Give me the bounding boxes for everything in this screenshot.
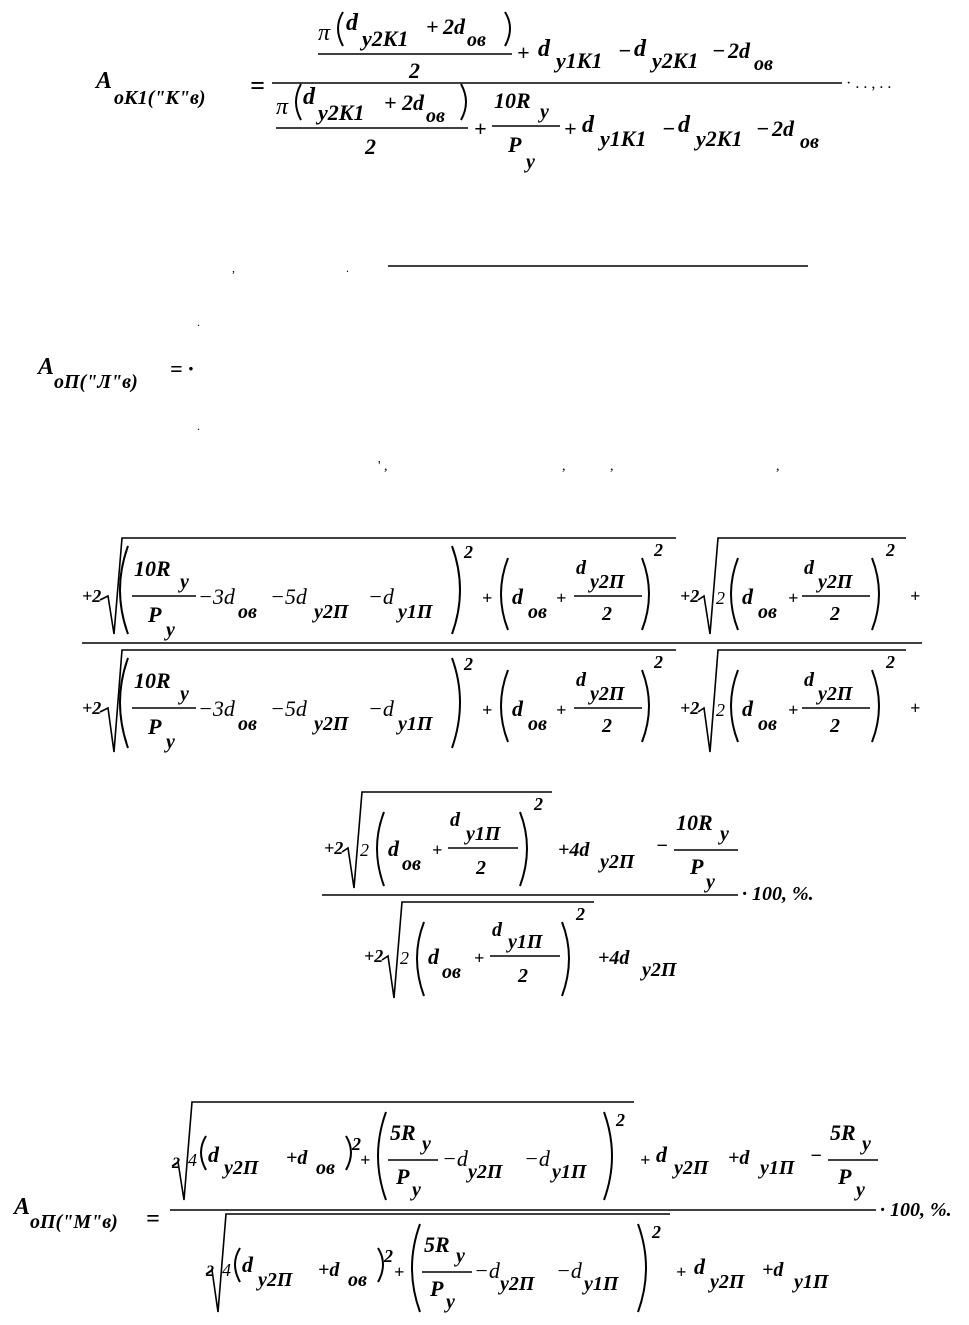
f1-lhs: A [96, 68, 113, 94]
f3-num-md2: −d [524, 1146, 550, 1171]
f2-num-plus-end: + [910, 586, 921, 606]
f2-den-10r: 10R [134, 668, 171, 693]
f1-den-sub-y2k1: y2K1 [318, 100, 365, 125]
f1-num-plus: + [426, 14, 439, 39]
f2-cont-num-paren-close [520, 812, 527, 886]
f1-num-sub-ov: ов [467, 29, 486, 51]
f3-den-d2: d [694, 1254, 705, 1279]
f2-den-frac2-two: 2 [830, 715, 840, 737]
f2-den-paren-open [120, 658, 128, 748]
f1-den-d: d [303, 84, 315, 110]
f3-num-minus: − [810, 1145, 823, 1167]
f2-den-paren2-open [501, 670, 508, 742]
f3-den-d: d [242, 1252, 253, 1277]
f2-den-dov2-sub: ов [758, 713, 777, 735]
f1-num-d3: d [634, 36, 646, 62]
f3-den-5r: 5R [424, 1232, 450, 1257]
f3-den-four: 4 [222, 1260, 231, 1280]
f1-den-pi: π [276, 94, 289, 120]
f2-num-d-frac2: d [804, 557, 814, 579]
f2-den-p: P [148, 714, 162, 739]
f3-den-plus-d2: +d [762, 1259, 784, 1281]
f2-num-d-frac2-sub: y2П [818, 571, 853, 593]
f2-num-plus2: +2 [82, 586, 102, 606]
f2-den-dov: d [512, 696, 523, 721]
f2-cont-den-two: 2 [518, 965, 528, 987]
f2-den-row [82, 650, 920, 753]
f2-den-sub-y1p: y1П [398, 713, 433, 735]
f3-num-p-sub: y [412, 1179, 421, 1201]
f3-den-sub-y2p: y2П [258, 1269, 293, 1291]
f2-den-paren-close [452, 658, 460, 748]
f1-num-2d: 2d [443, 14, 465, 39]
f2-num-row [82, 538, 920, 641]
f2-cont-num-d-sub: y1П [466, 823, 501, 845]
f1-den-sub-ov2: ов [800, 131, 819, 153]
f3-num-p: P [396, 1164, 410, 1189]
f2-num-p: P [148, 602, 162, 627]
f1-num-d: d [346, 10, 358, 36]
f2-cont-den-d-sub: y1П [508, 931, 543, 953]
f2-num-10r: 10R [134, 556, 171, 581]
f2-den-plus2: +2 [82, 698, 102, 718]
f2-speck-2: . [346, 261, 349, 275]
f2-den-exp2: 2 [654, 652, 663, 672]
f2-den-frac-two: 2 [602, 715, 612, 737]
f3-num-paren-close [346, 1136, 351, 1170]
f2-cont-den-dov: d [428, 944, 439, 969]
f1-den-paren-open [296, 84, 301, 120]
f3-den-paren2-open [412, 1224, 420, 1312]
f2-num-exp2: 2 [654, 540, 663, 560]
f1-den-p: P [508, 132, 522, 157]
f2-cont-num-exp: 2 [534, 794, 543, 814]
f2-cont-num-dov: d [388, 836, 399, 861]
f3-num-r-sub: y [422, 1133, 431, 1155]
f2-cont-den-paren-open [417, 922, 424, 996]
f1-den-plus: + [384, 90, 397, 115]
f2-num-paren3-open [731, 558, 738, 630]
f2-den-plus2-b: +2 [680, 698, 700, 718]
f2-den-d-frac2-sub: y2П [818, 683, 853, 705]
f3-den-md2: −d [556, 1258, 582, 1283]
f2-den-paren3-close [872, 670, 879, 742]
f3-num-plus: + [360, 1150, 371, 1170]
f3-den-md1-sub: y2П [500, 1273, 535, 1295]
f3-num-5r-b: 5R [830, 1120, 856, 1145]
f3-num-plus-d2-sub: y1П [760, 1157, 795, 1179]
f3-num-md1-sub: y2П [468, 1161, 503, 1183]
f2-cont-den-radical [382, 902, 594, 998]
f2-num-sub-ov: ов [238, 601, 257, 623]
f2-den-paren2-close [642, 670, 649, 742]
f2-den-plus-end: + [910, 698, 921, 718]
f3-num-exp2: 2 [616, 1110, 625, 1130]
f1-eq: = [250, 71, 265, 100]
f2-num-dov2: d [742, 584, 753, 609]
f2-speck-1: , [232, 261, 235, 275]
f2-num-d-frac-sub: y2П [590, 571, 625, 593]
f2-num-sub-y2p: y2П [314, 601, 349, 623]
f2-num-r-sub: y [180, 571, 189, 593]
f3-num-plus2: + [640, 1150, 651, 1170]
f2-num-exp3: 2 [886, 540, 895, 560]
f3-num-5r: 5R [390, 1120, 416, 1145]
f3-den-paren-close [378, 1248, 383, 1282]
f3-num-idx: 2 [172, 1155, 180, 1172]
f2-den-exp1: 2 [464, 654, 473, 674]
f2-den-d-frac: d [576, 669, 586, 691]
f3-lhs-sub: оП("М"в) [30, 1211, 118, 1233]
formula-1 [94, 10, 891, 173]
f2-speck-7: , [610, 459, 614, 474]
f3-num-paren-open [201, 1136, 206, 1170]
f2-cont-den-dov-sub: ов [442, 961, 461, 983]
f2-den-sub-y2p: y2П [314, 713, 349, 735]
f3-den-r-sub: y [456, 1245, 465, 1267]
f2-num-d-frac: d [576, 557, 586, 579]
f2-cont-num-plus2: +2 [324, 838, 344, 858]
f2-num-md: −d [368, 584, 394, 609]
f3-num-sub-ov: ов [316, 1157, 335, 1179]
f3-num-paren2-close [604, 1112, 612, 1200]
f3-den-d2-sub: y2П [710, 1271, 745, 1293]
f1-den-plus2: + [474, 116, 487, 141]
f1-num-minus2: − [712, 38, 726, 63]
f1-num-sub-y2k1b: y2K1 [652, 48, 699, 73]
f2-cont-num-radical [342, 792, 552, 888]
f1-den-sub-y1k1: y1K1 [600, 126, 647, 151]
f3-den-idx: 2 [206, 1263, 214, 1280]
f2-den-md: −d [368, 696, 394, 721]
f2-cont-num-p: P [690, 854, 704, 879]
f3-den-md1: −d [474, 1258, 500, 1283]
f2-num-m3d: −3d [198, 584, 235, 609]
f2-speck-4: . [197, 419, 200, 433]
f1-num-sub-y1k1: y1K1 [556, 48, 603, 73]
f1-den-2d: 2d [402, 90, 424, 115]
f3-lhs: A [14, 1194, 31, 1220]
f2-speck-8: , [776, 459, 780, 474]
f2-cont-num-d: d [450, 809, 460, 831]
f1-num-paren-close [505, 12, 510, 46]
f1-den-d3: d [678, 112, 690, 138]
f1-num-2d-b: 2d [728, 38, 750, 63]
f1-den-d2: d [582, 112, 594, 138]
f2-cont-num-plus: + [432, 840, 443, 860]
f3-num-d: d [208, 1142, 219, 1167]
f3-num-d2-sub: y2П [674, 1157, 709, 1179]
f3-den-plus: + [394, 1262, 405, 1282]
f3-den-paren-open [235, 1248, 240, 1282]
f3-den-exp1: 2 [384, 1246, 393, 1266]
f2-eq: = · [170, 356, 194, 381]
f2-den-plus-c: + [788, 700, 799, 720]
f1-den-paren-close [461, 84, 466, 120]
f3-num-exp1: 2 [352, 1134, 361, 1154]
f2-cont-den-plus: + [474, 948, 485, 968]
f1-den-minus: − [662, 116, 676, 141]
f2-num-paren3-close [872, 558, 879, 630]
f3-den-plus-d2-sub: y1П [794, 1271, 829, 1293]
f1-num-sub-ov2: ов [754, 53, 773, 75]
f2-num-paren-open [120, 546, 128, 634]
f3-den-sub-ov: ов [348, 1269, 367, 1291]
f3-tail: · 100, %. [880, 1199, 952, 1221]
f2-den-paren3-open [731, 670, 738, 742]
f3-num-md2-sub: y1П [552, 1161, 587, 1183]
f2-den-d-frac-sub: y2П [590, 683, 625, 705]
f1-den-sub-y2k1b: y2K1 [696, 126, 743, 151]
f3-num-md1: −d [442, 1146, 468, 1171]
f1-den-10r: 10R [494, 88, 531, 113]
f2-num-dov2-sub: ов [758, 601, 777, 623]
f2-cont-den-paren-close [562, 922, 569, 996]
f2-cont-num-dov-sub: ов [402, 853, 421, 875]
f1-num-d2: d [538, 36, 550, 62]
f2-speck-5: ' , [378, 459, 388, 474]
f3-num-four: 4 [188, 1150, 197, 1170]
f1-den-two: 2 [365, 134, 376, 159]
f2-num-exp1: 2 [464, 542, 473, 562]
f1-trailing: · . . , . . [846, 75, 892, 92]
f1-den-2d-b: 2d [772, 116, 794, 141]
f3-num-plus-d2: +d [728, 1147, 750, 1169]
f2-den-r-sub: y [180, 683, 189, 705]
formula-3 [12, 1102, 952, 1313]
f2-cont-den-plus2: +2 [364, 946, 384, 966]
f2-num-sub-y1p: y1П [398, 601, 433, 623]
f3-den-plus-d: +d [318, 1259, 340, 1281]
f3-den-exp2: 2 [652, 1222, 661, 1242]
f2-cont-num-10r: 10R [676, 810, 713, 835]
f3-den-md2-sub: y1П [584, 1273, 619, 1295]
f2-tail: · 100, %. [742, 883, 814, 905]
f2-den-exp3: 2 [886, 652, 895, 672]
f2-cont-num-paren-open [377, 812, 384, 886]
f1-den-plus3: + [564, 116, 577, 141]
f2-cont-num-minus: − [656, 835, 669, 857]
f1-den-minus2: − [756, 116, 770, 141]
f2-num-frac2-two: 2 [830, 603, 840, 625]
f2-cont-den-exp: 2 [576, 904, 585, 924]
f2-cont-num-4d-sub: y2П [600, 851, 635, 873]
f1-den-p-sub: y [526, 151, 535, 173]
f2-num-paren2-open [501, 558, 508, 630]
f2-cont-den-d: d [492, 919, 502, 941]
formula-2 [36, 261, 922, 998]
f2-num-plus-c: + [788, 588, 799, 608]
f3-num-sub-y2p: y2П [224, 1157, 259, 1179]
f2-den-plus-b: + [556, 700, 567, 720]
f2-continuation [322, 792, 814, 998]
f3-num-r-sub-b: y [862, 1133, 871, 1155]
f2-num-dov-sub: ов [528, 601, 547, 623]
f1-num-two: 2 [409, 58, 420, 83]
f3-den-p-sub: y [446, 1291, 455, 1313]
f2-num-m5d: −5d [270, 584, 307, 609]
f1-num-sub-y2k1: y2K1 [362, 26, 409, 51]
f2-num-plus: + [482, 588, 493, 608]
f3-den-paren2-close [638, 1224, 646, 1312]
f2-num-frac-two: 2 [602, 603, 612, 625]
f2-cont-den-4d: +4d [598, 947, 630, 969]
f2-cont-num-r-sub: y [720, 823, 729, 845]
f2-den-m5d: −5d [270, 696, 307, 721]
f2-cont-den-inner2: 2 [400, 948, 409, 968]
f2-num-plus2-b: +2 [680, 586, 700, 606]
f3-eq: = [146, 1206, 160, 1232]
f2-num-paren2-close [642, 558, 649, 630]
f1-num-pi: π [318, 20, 331, 46]
f1-den-sub-ov: ов [426, 105, 445, 127]
f2-cont-num-p-sub: y [706, 871, 715, 893]
f2-den-m3d: −3d [198, 696, 235, 721]
f2-den-sub-ov: ов [238, 713, 257, 735]
f2-lhs: A [38, 354, 55, 380]
f1-num-paren-open [338, 12, 343, 46]
f2-num-inner2: 2 [716, 588, 725, 608]
f2-den-dov-sub: ов [528, 713, 547, 735]
f3-den-p: P [430, 1276, 444, 1301]
f2-num-p-sub: y [166, 619, 175, 641]
f2-speck-6: , [562, 459, 566, 474]
f2-cont-num-two: 2 [476, 857, 486, 879]
f3-den-plus2: + [676, 1262, 687, 1282]
f3-num-paren2-open [378, 1112, 386, 1200]
f2-cont-num-inner2: 2 [360, 840, 369, 860]
f2-speck-3: . [197, 315, 200, 329]
f2-num-paren-close [452, 546, 460, 634]
f3-num-p-b: P [838, 1164, 852, 1189]
f3-num-d2: d [656, 1142, 667, 1167]
f2-num-plus-b: + [556, 588, 567, 608]
f2-den-dov2: d [742, 696, 753, 721]
f3-num-p-sub-b: y [856, 1179, 865, 1201]
f2-den-p-sub: y [166, 731, 175, 753]
f2-den-d-frac2: d [804, 669, 814, 691]
f2-den-inner2: 2 [716, 700, 725, 720]
f2-lhs-sub: оП("Л"в) [54, 371, 138, 393]
f1-num-plus2: + [517, 40, 530, 65]
f2-num-dov: d [512, 584, 523, 609]
f2-cont-den-4d-sub: y2П [642, 959, 677, 981]
f2-cont-num-4d: +4d [558, 839, 590, 861]
f1-den-r-sub: y [540, 101, 549, 123]
f3-num-plus-d: +d [286, 1147, 308, 1169]
f1-lhs-sub: оК1("К"в) [114, 87, 206, 109]
f2-den-plus: + [482, 700, 493, 720]
f1-num-minus: − [618, 38, 632, 63]
